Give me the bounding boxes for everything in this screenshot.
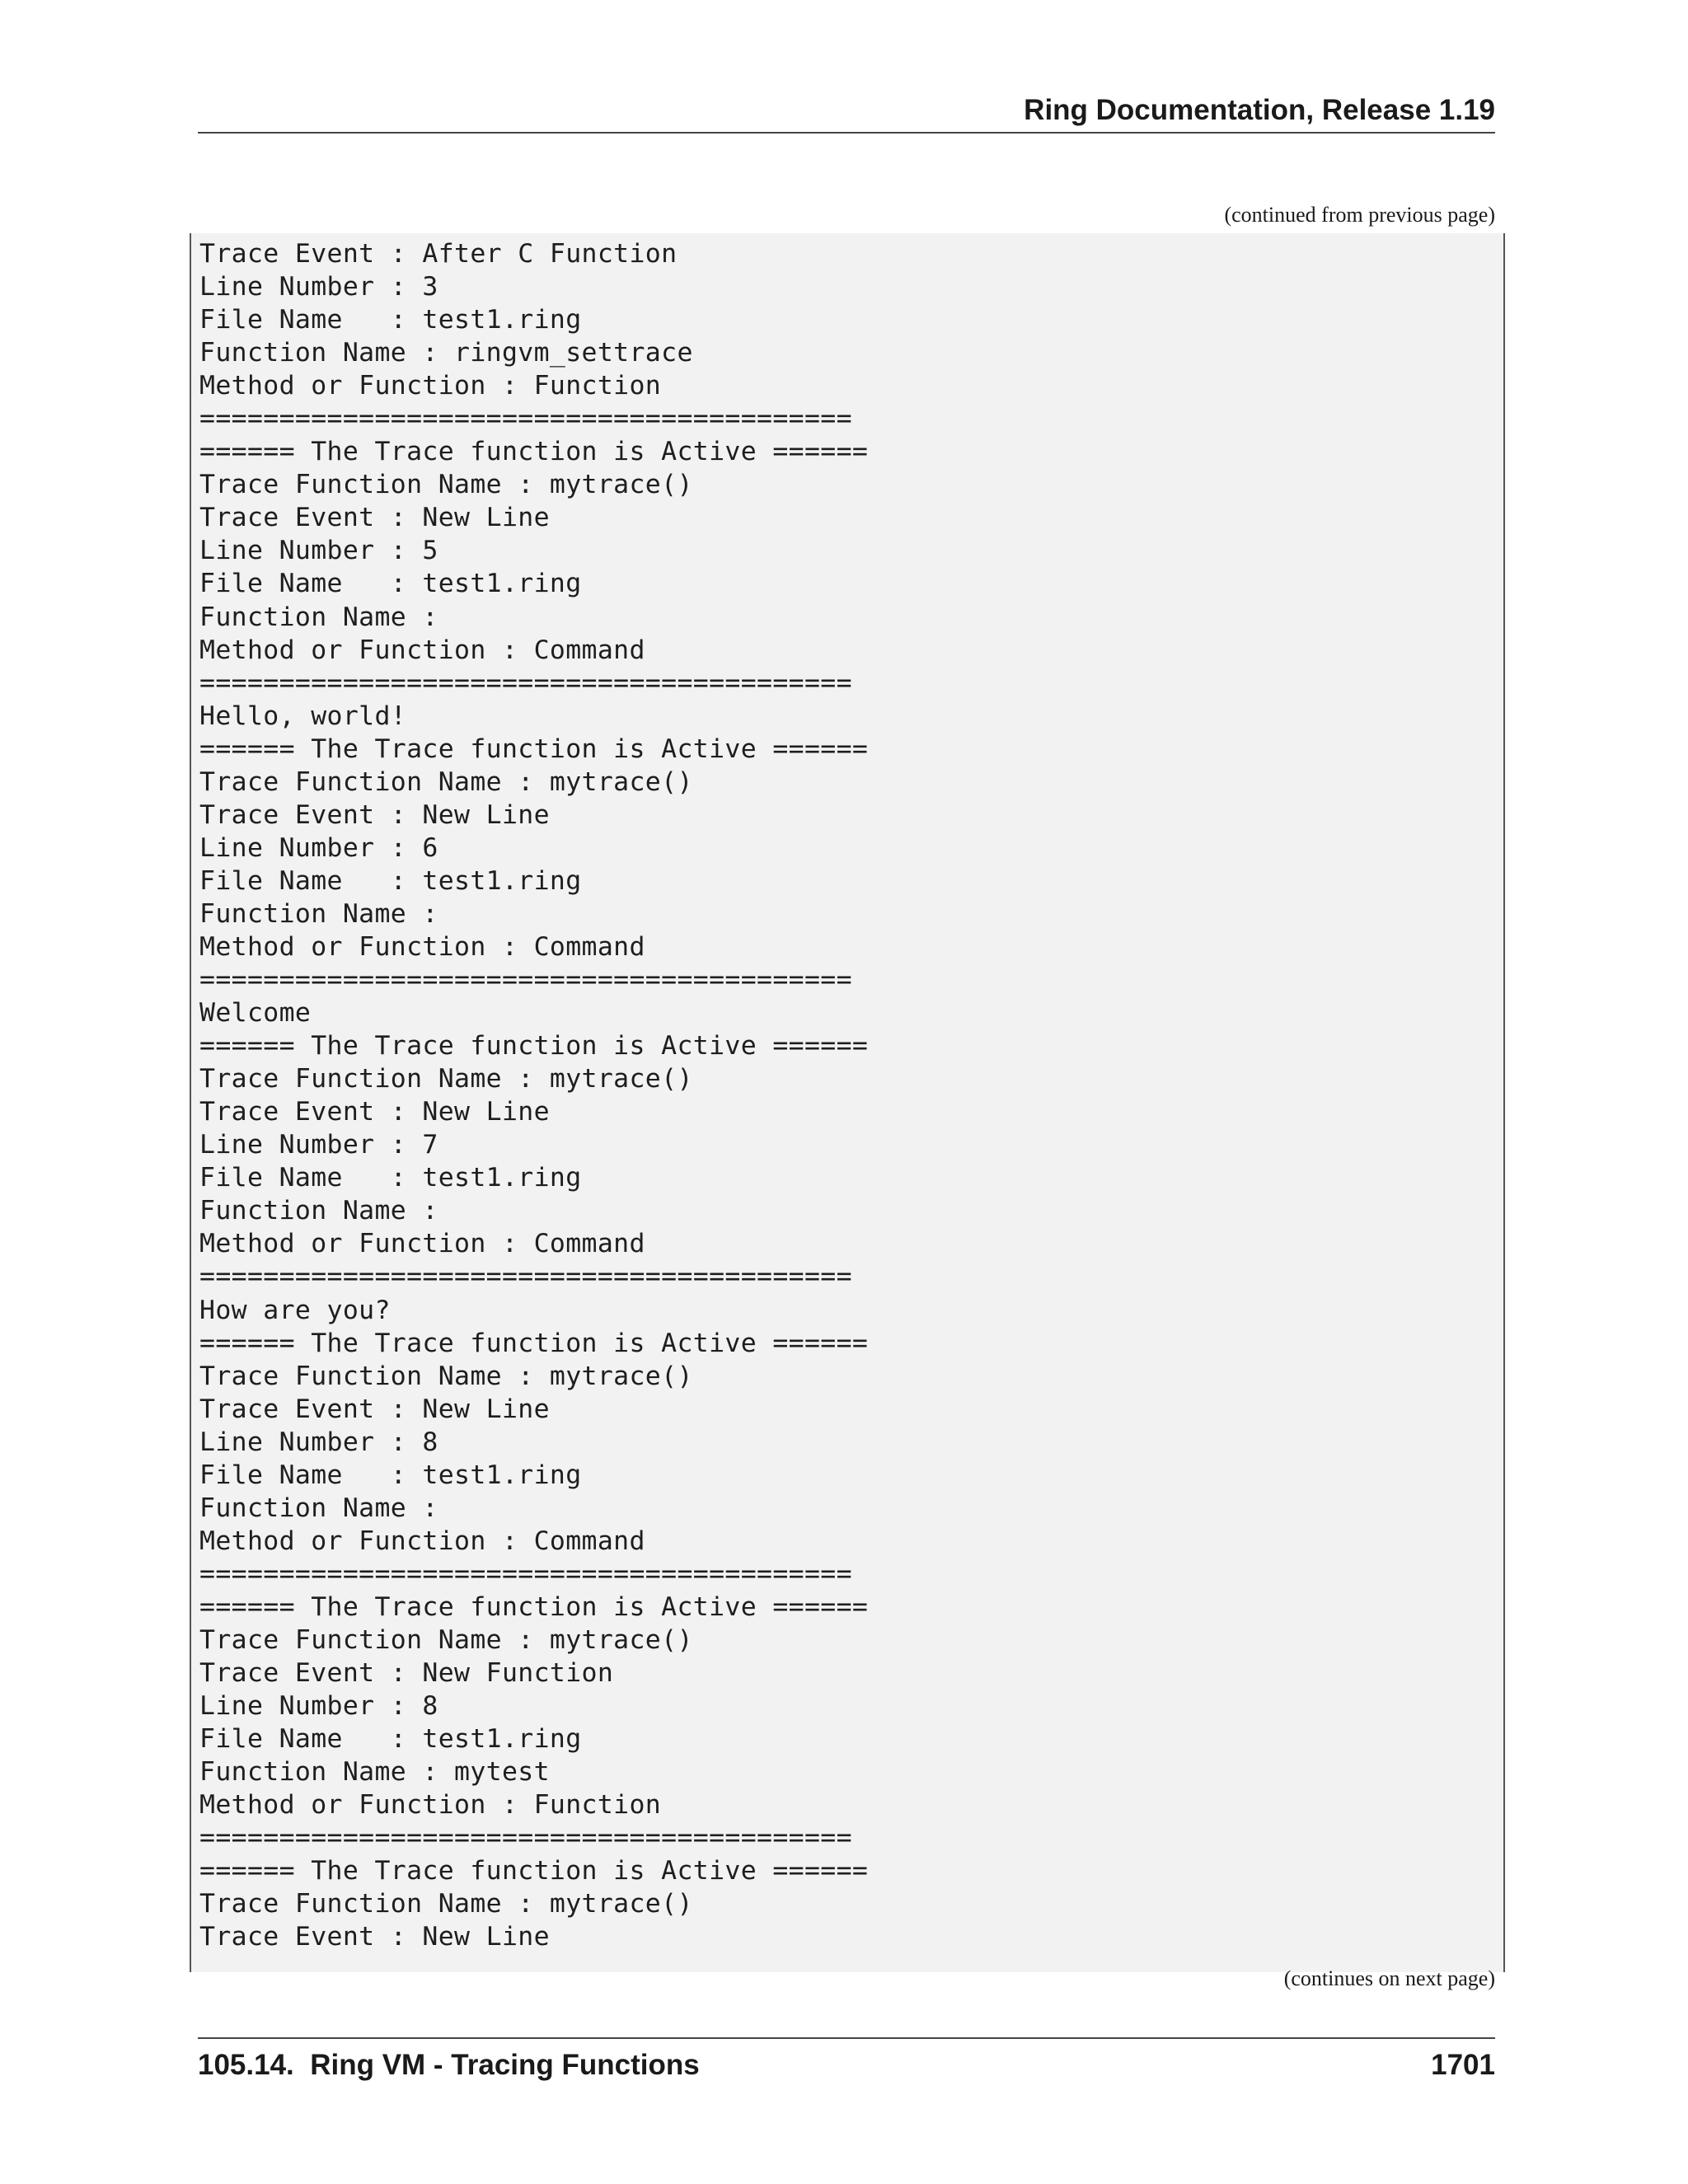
code-line: File Name : test1.ring: [199, 1724, 582, 1755]
code-line: Trace Function Name : mytrace(): [199, 1624, 693, 1655]
document-title: Ring Documentation, Release 1.19: [1024, 94, 1495, 126]
page-footer: [198, 2037, 1495, 2081]
code-line: Trace Event : New Line: [199, 1394, 550, 1424]
code-line: Function Name :: [199, 1493, 438, 1523]
code-line: Trace Event : New Function: [199, 1658, 614, 1689]
code-line: Trace Function Name : mytrace(): [199, 470, 693, 500]
code-line: File Name : test1.ring: [199, 305, 582, 335]
page-header: [198, 91, 1495, 134]
code-line: Trace Function Name : mytrace(): [199, 766, 693, 797]
code-line: Method or Function : Command: [199, 1526, 645, 1556]
code-line: Trace Event : After C Function: [199, 239, 678, 269]
code-line: Line Number : 6: [199, 832, 438, 863]
code-line: Trace Event : New Line: [199, 1922, 550, 1952]
code-line: File Name : test1.ring: [199, 1460, 582, 1490]
code-line: Function Name :: [199, 1196, 438, 1226]
code-line: ====== The Trace function is Active ======: [199, 733, 869, 764]
code-line: Line Number : 5: [199, 536, 438, 566]
code-line: ====== The Trace function is Active ======: [199, 437, 869, 467]
code-line: =========================================: [199, 1262, 852, 1292]
continues-on-caption: (continues on next page): [1283, 1966, 1495, 1990]
code-line: =========================================: [199, 668, 852, 698]
code-line: ====== The Trace function is Active ======: [199, 1031, 869, 1062]
code-line: Method or Function : Function: [199, 371, 662, 401]
code-line: Trace Function Name : mytrace(): [199, 1361, 693, 1391]
code-line: Method or Function : Function: [199, 1790, 662, 1821]
code-line: Function Name :: [199, 602, 438, 632]
code-line: ====== The Trace function is Active ======: [199, 1856, 869, 1886]
code-line: Function Name : mytest: [199, 1757, 550, 1788]
code-lines: [199, 237, 868, 1953]
code-line: Trace Event : New Line: [199, 503, 550, 533]
code-line: =========================================: [199, 965, 852, 996]
code-line: ====== The Trace function is Active ======: [199, 1591, 869, 1622]
code-line: File Name : test1.ring: [199, 865, 582, 896]
code-line: Welcome: [199, 998, 312, 1029]
code-line: File Name : test1.ring: [199, 1163, 582, 1193]
code-line: Line Number : 8: [199, 1427, 438, 1457]
code-line: Trace Event : New Line: [199, 799, 550, 830]
code-line: Function Name :: [199, 898, 438, 929]
code-line: Trace Event : New Line: [199, 1097, 550, 1127]
section-title: 105.14. Ring VM - Tracing Functions: [198, 2049, 700, 2081]
code-line: ====== The Trace function is Active ======: [199, 1328, 869, 1358]
code-line: Line Number : 8: [199, 1691, 438, 1722]
page-number: 1701: [1431, 2049, 1495, 2081]
code-line: Hello, world!: [199, 701, 407, 731]
code-line: Method or Function : Command: [199, 635, 645, 665]
code-line: Function Name : ringvm_settrace: [199, 338, 693, 368]
code-line: Method or Function : Command: [199, 931, 645, 962]
code-line: Trace Function Name : mytrace(): [199, 1064, 693, 1094]
code-line: =========================================: [199, 1823, 852, 1854]
code-line: Line Number : 3: [199, 272, 438, 302]
code-line: Line Number : 7: [199, 1130, 438, 1160]
code-block: [190, 233, 1505, 1972]
code-line: Trace Function Name : mytrace(): [199, 1889, 693, 1919]
code-line: File Name : test1.ring: [199, 569, 582, 599]
code-line: Method or Function : Command: [199, 1229, 645, 1259]
continued-from-caption: (continued from previous page): [1224, 203, 1495, 227]
code-line: =========================================: [199, 1558, 852, 1589]
code-line: How are you?: [199, 1295, 391, 1325]
code-line: =========================================: [199, 404, 852, 434]
